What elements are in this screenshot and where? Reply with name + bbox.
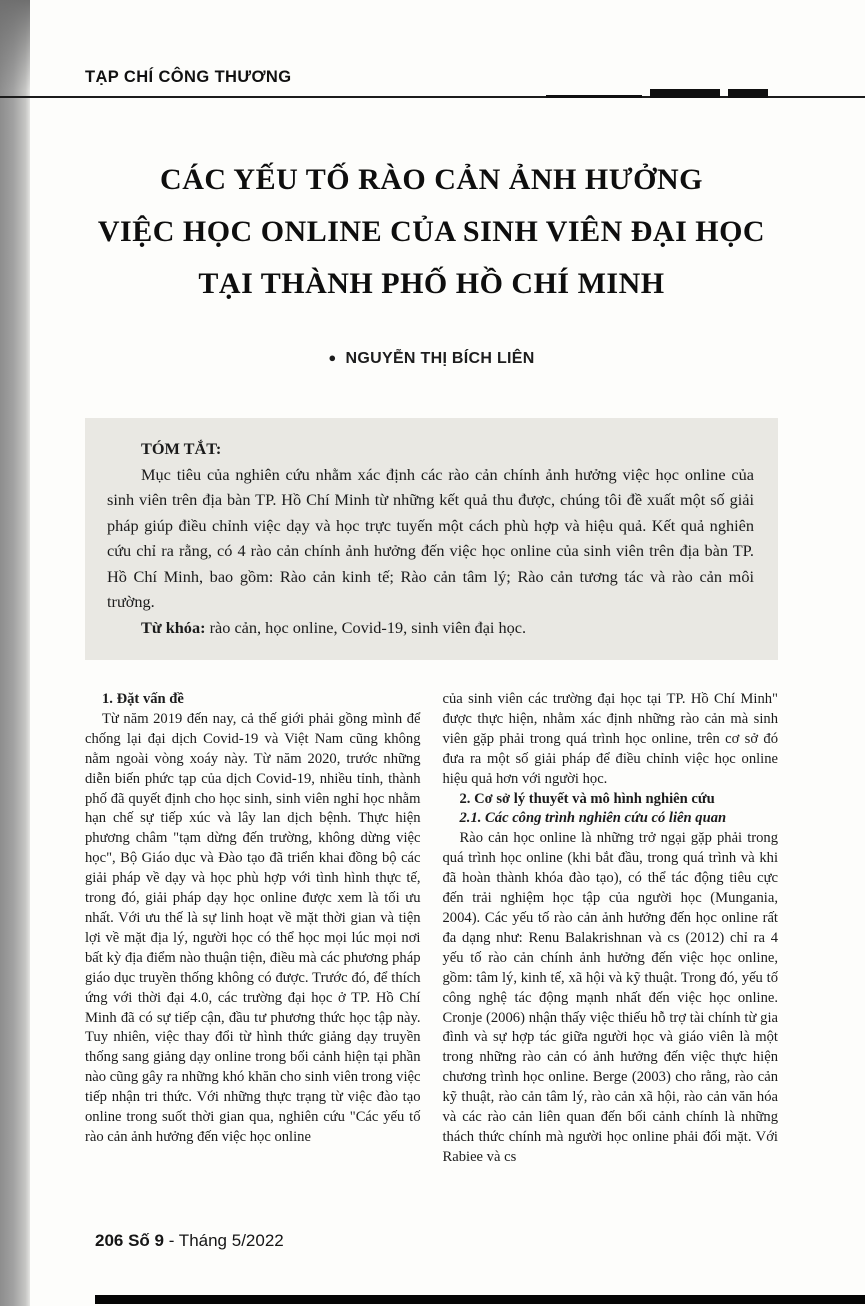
author-bullet-icon: ● [328,350,337,365]
author-line [85,350,778,368]
article-body [85,690,778,1195]
article-title [85,154,778,310]
article-title-line-3: TẠI THÀNH PHỐ HỒ CHÍ MINH [198,267,665,300]
author-name: NGUYỄN THỊ BÍCH LIÊN [345,350,535,367]
abstract-text: Mục tiêu của nghiên cứu nhằm xác định các rào cản chính ảnh hưởng việc học online của sinh viên trên địa bàn TP. Hồ Chí Minh từ những kết quả thu được, chúng tôi đề xuất một số giải pháp giúp điều chỉnh việc dạy và học trực tuyến một cách phù hợp và hiệu quả. Kết quả nghiên cứu chỉ ra rằng, có 4 rào cản chính ảnh hưởng đến việc học online của sinh viên trên địa bàn TP. Hồ Chí Minh, bao gồm: Rào cản kinh tế; Rào cản tâm lý; Rào cản tương tác và rào cản môi trường. [107,464,754,611]
rule-mark-thin [546,95,642,98]
page-content [0,154,865,1195]
masthead [0,68,865,98]
right-column-continuation: của sinh viên các trường đại học tại TP. Hồ Chí Minh" được thực hiện, nhằm xác định những rào cản mà sinh viên gặp phải trong quá trình học online, trên cơ sở đó đưa ra một số giải pháp để điều chỉnh việc học online hiệu quả hơn với người học. [442,691,778,787]
masthead-marks [546,89,768,98]
abstract-box [85,418,778,660]
section-heading-2: 2. Cơ sở lý thuyết và mô hình nghiên cứu [459,790,715,807]
keywords-label: Từ khóa: [141,617,206,637]
right-column-paragraph: Rào cản học online là những trở ngại gặp phải trong quá trình học online (khi bắt đầu, trong quá trình và khi đã hoàn thành khóa đào tạo), có thể tác động tiêu cực đến trải nghiệm học tập của người học (Mungania, 2004). Các yếu tố rào cản ảnh hưởng đến học online rất đa dạng như: Renu Balakrishnan và cs (2012) chỉ ra 4 yếu tố rào cản chính ảnh hưởng đến việc học online, gồm: tâm lý, kinh tế, xã hội và kỹ thuật. Trong đó, yếu tố công nghệ tác động mạnh nhất đến việc học online. Cronje (2006) nhận thấy việc thiếu hỗ trợ tài chính từ gia đình và sự hợp tác giữa người học và giáo viên là một trong những rào cản có ảnh hưởng đến việc thực hiện chương trình học online. Berge (2003) cho rằng, rào cản kỹ thuật, rào cản tâm lý, rào cản xã hội, rào cản văn hóa và các rào cản liên quan đến bối cảnh chính là những thách thức chính mà người học online phải đối mặt. Với Rabiee và cs [442,830,778,1165]
rule-mark-narrow [728,89,768,98]
keywords-text: rào cản, học online, Covid-19, sinh viên đại học. [209,617,527,637]
bottom-black-bar [95,1295,865,1304]
page-footer [95,1231,284,1251]
page-number-issue: 206 Số 9 [95,1231,164,1250]
rule-mark-wide [650,89,720,98]
page-edge-shadow [0,0,30,1306]
keywords-line [107,615,754,641]
article-title-line-2: VIỆC HỌC ONLINE CỦA SINH VIÊN ĐẠI HỌC [97,215,766,248]
section-heading-1: 1. Đặt vấn đề [102,691,184,707]
left-column [85,690,421,1195]
article-title-line-1: CÁC YẾU TỐ RÀO CẢN ẢNH HƯỞNG [160,163,703,196]
subsection-heading-2-1: 2.1. Các công trình nghiên cứu có liên quan [459,810,727,827]
abstract-heading: TÓM TẮT: [141,439,222,458]
left-column-paragraph: Từ năm 2019 đến nay, cả thế giới phải gồng mình để chống lại đại dịch Covid-19 và Việt Nam cũng không nằm ngoài vòng xoáy này. Từ năm 2020, trước những diễn biến phức tạp của dịch Covid-19, nhiều tỉnh, thành phố đã quyết định cho học sinh, sinh viên nghỉ học nhằm hạn chế sự tiếp xúc và lây lan dịch bệnh. Thực hiện phương châm "tạm dừng đến trường, không dừng việc học", Bộ Giáo dục và Đào tạo đã triển khai đồng bộ các giải pháp về dạy và học phù hợp với tình hình thực tế, trong đó, giải pháp dạy học online được xem là tối ưu nhất. Với ưu thế là sự linh hoạt về mặt thời gian và tiện lợi về mặt địa lý, người học có thể học mọi lúc mọi nơi bất kỳ địa điểm nào thuận tiện, điều mà các phương pháp giáo dục truyền thống không có được. Trước đó, để thích ứng với thời đại 4.0, các trường đại học ở TP. Hồ Chí Minh đã có sự tiếp cận, đầu tư phương thức học tập này. Tuy nhiên, việc thay đổi từ hình thức giảng dạy truyền thống sang giảng dạy online trong bối cảnh hiện tại phần nào cũng gây ra những khó khăn cho sinh viên trong việc tiếp nhận tri thức. Với những thực trạng từ việc đào tạo online trong suốt thời gian qua, nghiên cứu "Các yếu tố rào cản ảnh hưởng đến việc học online [85,710,421,1145]
issue-date: - Tháng 5/2022 [168,1231,284,1250]
right-column [443,690,779,1195]
journal-name: TẠP CHÍ CÔNG THƯƠNG [85,68,292,86]
